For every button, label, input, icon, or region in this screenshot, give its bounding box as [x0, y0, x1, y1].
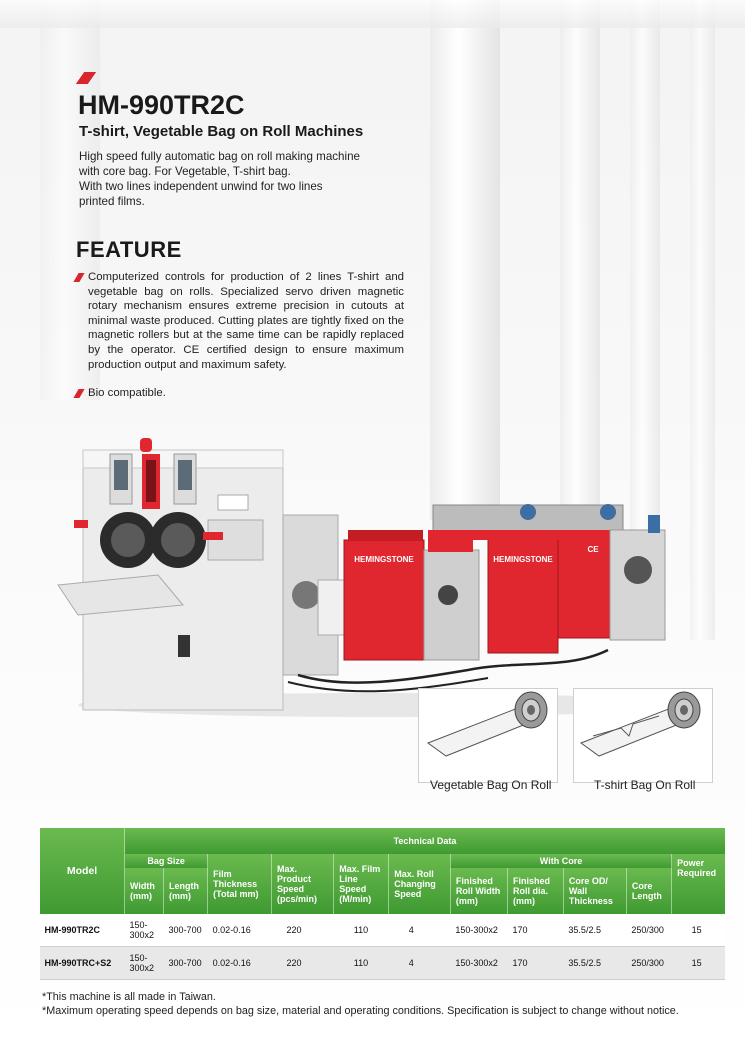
header-with-core: With Core	[450, 854, 671, 868]
cell: 0.02-0.16	[208, 914, 272, 947]
header-finished-roll-dia: Finished Roll dia. (mm)	[508, 868, 564, 914]
feature-list	[74, 270, 404, 415]
cell: 300-700	[164, 947, 208, 980]
intro-line: printed films.	[79, 195, 145, 208]
intro-line: with core bag. For Vegetable, T-shirt bag.	[79, 165, 291, 178]
page-title: HM-990TR2C	[78, 90, 245, 120]
header-bag-size: Bag Size	[125, 854, 208, 868]
footnote: *Maximum operating speed depends on bag size, material and operating conditions. Specification is subject to change without notice.	[42, 1005, 679, 1017]
cell: 250/300	[626, 947, 671, 980]
vegetable-bag-roll-icon	[418, 688, 558, 783]
bg-column	[690, 0, 715, 640]
table-row	[40, 914, 726, 947]
cell: 170	[508, 914, 564, 947]
header-length: Length (mm)	[164, 868, 208, 914]
tshirt-bag-roll-icon	[573, 688, 713, 783]
cell-model: HM-990TRC+S2	[40, 947, 125, 980]
cell: 110	[334, 947, 389, 980]
intro-line: High speed fully automatic bag on roll making machine	[79, 150, 360, 163]
ce-mark: CE	[587, 545, 599, 554]
cell: 250/300	[626, 914, 671, 947]
header-core-length: Core Length	[626, 868, 671, 914]
header-width: Width (mm)	[125, 868, 164, 914]
header-film-thickness: Film Thickness (Total mm)	[208, 854, 272, 914]
cell: 150-300x2	[450, 914, 507, 947]
intro-line: With two lines independent unwind for two lines	[79, 180, 323, 193]
feature-item	[74, 386, 404, 401]
cell: 220	[271, 914, 333, 947]
page-subtitle: T-shirt, Vegetable Bag on Roll Machines	[79, 123, 364, 140]
header-max-product-speed: Max. Product Speed (pcs/min)	[271, 854, 333, 914]
header-core-od-wall: Core OD/ Wall Thickness	[563, 868, 626, 914]
bg-beam	[0, 0, 745, 28]
cell: 15	[672, 947, 725, 980]
header-model: Model	[40, 828, 125, 914]
cell: 220	[271, 947, 333, 980]
header-technical-data: Technical Data	[125, 828, 726, 854]
machine-brand-label: HEMINGSTONE	[354, 555, 414, 564]
cell-model: HM-990TR2C	[40, 914, 125, 947]
cell: 150-300x2	[450, 947, 507, 980]
feature-item	[74, 270, 404, 372]
feature-item-text: Bio compatible.	[88, 387, 166, 400]
feature-item-text: Computerized controls for production of 2 lines T-shirt and vegetable bag on rolls. Specialized servo driven magnetic rotary mechanism ensures extreme precision in cutouts at minimal waste produced. Cutting plates are tightly fixed on the magnetic rollers but at the same time can be rapidly replaced by the operator. CE certified design to ensure maximum production output and maximum safety.	[88, 271, 404, 371]
cell: 150-300x2	[125, 914, 164, 947]
cell: 300-700	[164, 914, 208, 947]
technical-data-table	[39, 828, 725, 980]
cell: 4	[389, 947, 451, 980]
header-finished-roll-width: Finished Roll Width (mm)	[450, 868, 507, 914]
cell: 110	[334, 914, 389, 947]
machine-illustration	[48, 420, 688, 720]
header-max-film-line-speed: Max. Film Line Speed (M/min)	[334, 854, 389, 914]
cell: 170	[508, 947, 564, 980]
feature-heading: FEATURE	[76, 237, 182, 262]
bag-caption: Vegetable Bag On Roll	[430, 778, 552, 792]
cell: 0.02-0.16	[208, 947, 272, 980]
bag-caption: T-shirt Bag On Roll	[594, 778, 696, 792]
bullet-icon	[73, 273, 84, 282]
header-max-roll-changing-speed: Max. Roll Changing Speed	[389, 854, 451, 914]
header-power-required: Power Required	[672, 854, 725, 914]
cell: 4	[389, 914, 451, 947]
footnote: *This machine is all made in Taiwan.	[42, 991, 216, 1003]
table-row	[40, 947, 726, 980]
cell: 150-300x2	[125, 947, 164, 980]
machine-brand-label: HEMINGSTONE	[493, 555, 553, 564]
cell: 35.5/2.5	[563, 914, 626, 947]
cell: 35.5/2.5	[563, 947, 626, 980]
cell: 15	[672, 914, 725, 947]
intro-text	[79, 149, 399, 209]
bullet-icon	[73, 389, 84, 398]
